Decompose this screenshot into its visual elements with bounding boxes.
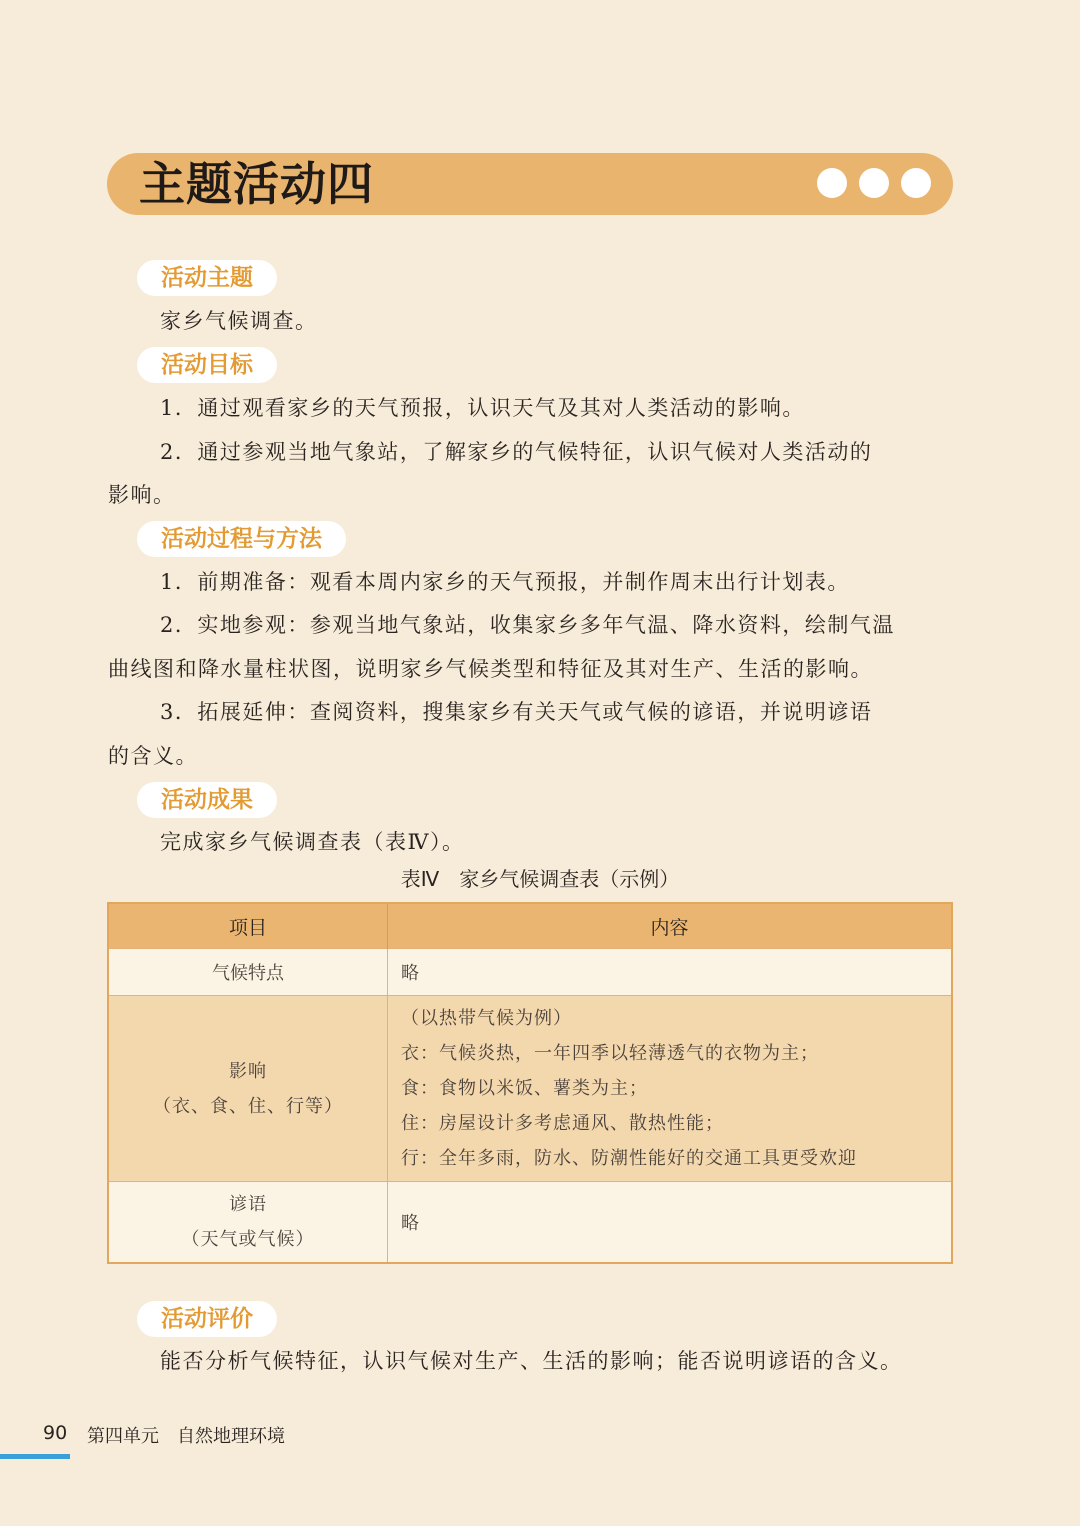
table-row: [108, 1182, 952, 1264]
unit-title: 第四单元 自然地理环境: [87, 1426, 285, 1447]
climate-survey-table: [107, 902, 953, 1264]
goal-line-1: 1．通过观看家乡的天气预报，认识天气及其对人类活动的影响。: [160, 396, 805, 420]
cell-text: （衣、食、住、行等）: [153, 1095, 343, 1117]
evaluation-text: 能否分析气候特征，认识气候对生产、生活的影响；能否说明谚语的含义。: [160, 1349, 903, 1373]
table-header-content: 内容: [388, 903, 953, 949]
table-header-item: 项目: [108, 903, 388, 949]
cell-text: 衣：气候炎热，一年四季以轻薄透气的衣物为主；: [401, 1043, 819, 1064]
table-cell-content: 略: [388, 1182, 953, 1264]
footer-rule: [0, 1454, 70, 1459]
evaluation-heading: 活动评价: [137, 1301, 277, 1337]
table-cell-content: [388, 996, 953, 1182]
dot-icon: [859, 168, 889, 198]
table-caption: 表Ⅳ 家乡气候调查表（示例）: [400, 867, 680, 891]
page-title: 主题活动四: [139, 157, 374, 211]
cell-text: 行：全年多雨，防水、防潮性能好的交通工具更受欢迎: [401, 1148, 857, 1169]
cell-text: 谚语: [229, 1194, 267, 1215]
table-cell-content: 略: [388, 949, 953, 996]
process-heading: 活动过程与方法: [137, 521, 346, 557]
table-cell-item: [108, 996, 388, 1182]
cell-text: 影响: [229, 1060, 267, 1082]
page-number: 90: [43, 1422, 68, 1444]
process-line-5: 的含义。: [108, 744, 198, 768]
decorative-dots: [817, 168, 931, 198]
table-header-row: [108, 903, 952, 949]
cell-text: （天气或气候）: [181, 1229, 315, 1250]
goals-heading: 活动目标: [137, 347, 277, 383]
dot-icon: [901, 168, 931, 198]
process-line-3: 曲线图和降水量柱状图，说明家乡气候类型和特征及其对生产、生活的影响。: [108, 657, 873, 681]
topic-text: 家乡气候调查。: [160, 309, 318, 333]
process-line-2: 2．实地参观：参观当地气象站，收集家乡多年气温、降水资料，绘制气温: [160, 613, 895, 637]
cell-text: （以热带气候为例）: [401, 1008, 572, 1029]
cell-text: 住：房屋设计多考虑通风、散热性能；: [401, 1113, 724, 1134]
title-bar: [107, 153, 953, 215]
results-heading: 活动成果: [137, 782, 277, 818]
table-row: [108, 996, 952, 1182]
topic-heading: 活动主题: [137, 260, 277, 296]
table-row: [108, 949, 952, 996]
results-text: 完成家乡气候调查表（表Ⅳ）。: [160, 830, 465, 854]
dot-icon: [817, 168, 847, 198]
process-line-1: 1．前期准备：观看本周内家乡的天气预报，并制作周末出行计划表。: [160, 570, 850, 594]
goal-line-2: 2．通过参观当地气象站，了解家乡的气候特征，认识气候对人类活动的: [160, 440, 873, 464]
table-cell-item: 气候特点: [108, 949, 388, 996]
process-line-4: 3．拓展延伸：查阅资料，搜集家乡有关天气或气候的谚语，并说明谚语: [160, 700, 873, 724]
cell-text: 食：食物以米饭、薯类为主；: [401, 1078, 648, 1099]
table-cell-item: [108, 1182, 388, 1264]
goal-line-3: 影响。: [108, 483, 176, 507]
